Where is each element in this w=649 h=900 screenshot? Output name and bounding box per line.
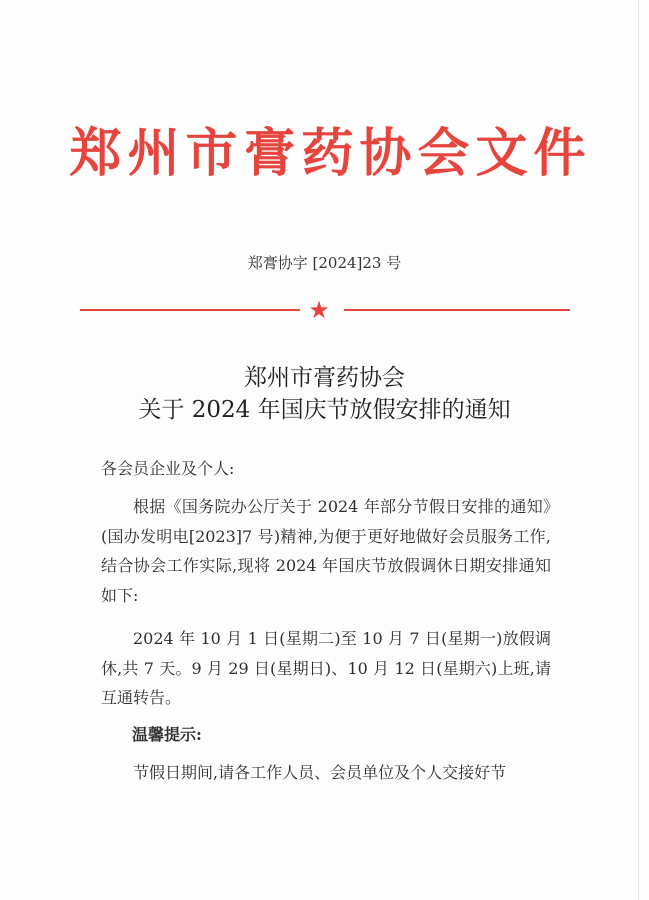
divider-line-right xyxy=(344,309,570,311)
notice-title-line2: 关于 2024 年国庆节放假安排的通知 xyxy=(138,397,511,423)
paragraph-basis: 根据《国务院办公厅关于 2024 年部分节假日安排的通知》(国办发明电[2023]7 号)精神,为便于更好地做好会员服务工作,结合协会工作实际,现将 2024 年国庆节放假调休日期安排通知如下: xyxy=(101,497,551,605)
tips-label: 温馨提示: xyxy=(132,725,202,744)
paragraph-schedule: 2024 年 10 月 1 日(星期二)至 10 月 7 日(星期一)放假调休,共 7 天。9 月 29 日(星期日)、10 月 12 日(星期六)上班,请互通转告。 xyxy=(101,629,551,707)
notice-title-line1: 郑州市膏药协会 xyxy=(244,365,405,391)
divider-line-left xyxy=(80,309,300,311)
document-number: 郑膏协字 [2024]23 号 xyxy=(247,254,402,272)
star-icon: ★ xyxy=(308,296,330,324)
salutation: 各会员企业及个人: xyxy=(101,459,235,478)
red-divider xyxy=(80,296,570,324)
document-header-title: 郑州市膏药协会文件 xyxy=(69,123,592,184)
paragraph-tips: 节假日期间,请各工作人员、会员单位及个人交接好节 xyxy=(133,763,507,782)
